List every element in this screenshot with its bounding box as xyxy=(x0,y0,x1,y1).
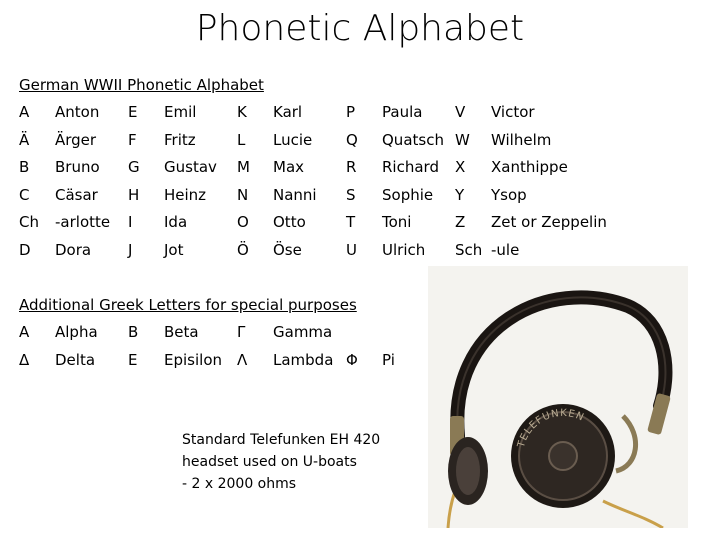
caption-line: headset used on U-boats xyxy=(182,454,357,470)
letter-cell: X xyxy=(455,158,466,176)
letter-cell: S xyxy=(346,185,356,204)
letter-cell: H xyxy=(128,185,140,204)
letter-cell: A xyxy=(19,103,30,121)
letter-cell: I xyxy=(128,213,133,231)
codeword-cell: Jot xyxy=(164,240,184,259)
codeword-cell: Bruno xyxy=(55,158,100,176)
letter-cell: L xyxy=(237,130,246,149)
codeword-cell: Nanni xyxy=(273,185,317,204)
left-earcup-rim xyxy=(456,447,480,495)
codeword-cell: Paula xyxy=(382,103,423,121)
codeword-cell: -ule xyxy=(491,240,520,259)
codeword-cell: Öse xyxy=(273,240,302,259)
codeword-cell: Episilon xyxy=(164,350,223,369)
letter-cell: N xyxy=(237,185,249,204)
codeword-cell: Sophie xyxy=(382,185,434,204)
letter-cell: Β xyxy=(128,323,139,341)
codeword-cell: Karl xyxy=(273,103,303,121)
headset-brand-text: TELEFUNKEN xyxy=(515,407,586,449)
headset-photo xyxy=(428,266,688,528)
codeword-cell: Toni xyxy=(382,213,412,231)
letter-cell: E xyxy=(128,103,138,121)
letter-cell: Ö xyxy=(237,240,249,259)
letter-cell: K xyxy=(237,103,247,121)
letter-cell: O xyxy=(237,213,249,231)
letter-cell: Z xyxy=(455,213,466,231)
codeword-cell: Cäsar xyxy=(55,185,98,204)
letter-cell: V xyxy=(455,103,466,121)
letter-cell xyxy=(346,323,382,351)
letter-cell: R xyxy=(346,158,357,176)
codeword-cell: -arlotte xyxy=(55,213,111,231)
codeword-cell: Gustav xyxy=(164,158,217,176)
codeword-cell: Victor xyxy=(491,103,535,121)
codeword-cell: Lambda xyxy=(273,350,334,369)
letter-cell: W xyxy=(455,130,470,149)
letter-cell: B xyxy=(19,158,30,176)
letter-cell: Α xyxy=(19,323,30,341)
codeword-cell: Heinz xyxy=(164,185,207,204)
codeword-cell: Ida xyxy=(164,213,188,231)
letter-cell: Y xyxy=(455,185,465,204)
codeword-cell: Max xyxy=(273,158,305,176)
letter-cell: Sch xyxy=(455,240,483,259)
codeword-cell: Otto xyxy=(273,213,306,231)
letter-cell: Γ xyxy=(237,323,246,341)
photo-caption xyxy=(182,429,380,495)
greek-letters-table xyxy=(19,323,462,378)
letter-cell: T xyxy=(346,213,356,231)
codeword-cell: Anton xyxy=(55,103,100,121)
letter-cell: Ch xyxy=(19,213,39,231)
german-alphabet-table xyxy=(19,103,611,268)
codeword-cell: Lucie xyxy=(273,130,313,149)
codeword-cell: Ärger xyxy=(55,130,97,149)
letter-cell: M xyxy=(237,158,250,176)
codeword-cell: Ulrich xyxy=(382,240,426,259)
codeword-cell: Gamma xyxy=(273,323,333,341)
codeword-cell: Alpha xyxy=(55,323,98,341)
letter-cell: J xyxy=(128,240,133,259)
letter-cell: Δ xyxy=(19,350,30,369)
letter-cell: Q xyxy=(346,130,358,149)
codeword-cell: Delta xyxy=(55,350,96,369)
codeword-cell: Beta xyxy=(164,323,199,341)
letter-cell: C xyxy=(19,185,30,204)
codeword-cell: Richard xyxy=(382,158,439,176)
codeword-cell: Quatsch xyxy=(382,130,444,149)
letter-cell: Φ xyxy=(346,350,358,369)
codeword-cell: Wilhelm xyxy=(491,130,552,149)
page-title: Phonetic Alphabet xyxy=(195,8,525,49)
letter-cell: P xyxy=(346,103,356,121)
earcup-center-cap xyxy=(549,442,577,470)
codeword-cell: Emil xyxy=(164,103,197,121)
codeword-cell: Fritz xyxy=(164,130,196,149)
german-alphabet-heading: German WWII Phonetic Alphabet xyxy=(19,76,264,94)
caption-line: - 2 x 2000 ohms xyxy=(182,476,297,492)
letter-cell: F xyxy=(128,130,137,149)
codeword-cell: Ysop xyxy=(491,185,527,204)
codeword-cell: Pi xyxy=(382,350,395,369)
letter-cell: D xyxy=(19,240,31,259)
codeword-cell: Dora xyxy=(55,240,92,259)
letter-cell: Ä xyxy=(19,130,30,149)
codeword-cell: Zet or Zeppelin xyxy=(491,213,607,231)
caption-line: Standard Telefunken EH 420 xyxy=(182,432,381,448)
letter-cell: Ε xyxy=(128,350,138,369)
letter-cell: U xyxy=(346,240,357,259)
greek-letters-heading: Additional Greek Letters for special purposes xyxy=(19,296,357,314)
letter-cell: G xyxy=(128,158,140,176)
letter-cell: Λ xyxy=(237,350,248,369)
codeword-cell: Xanthippe xyxy=(491,158,568,176)
